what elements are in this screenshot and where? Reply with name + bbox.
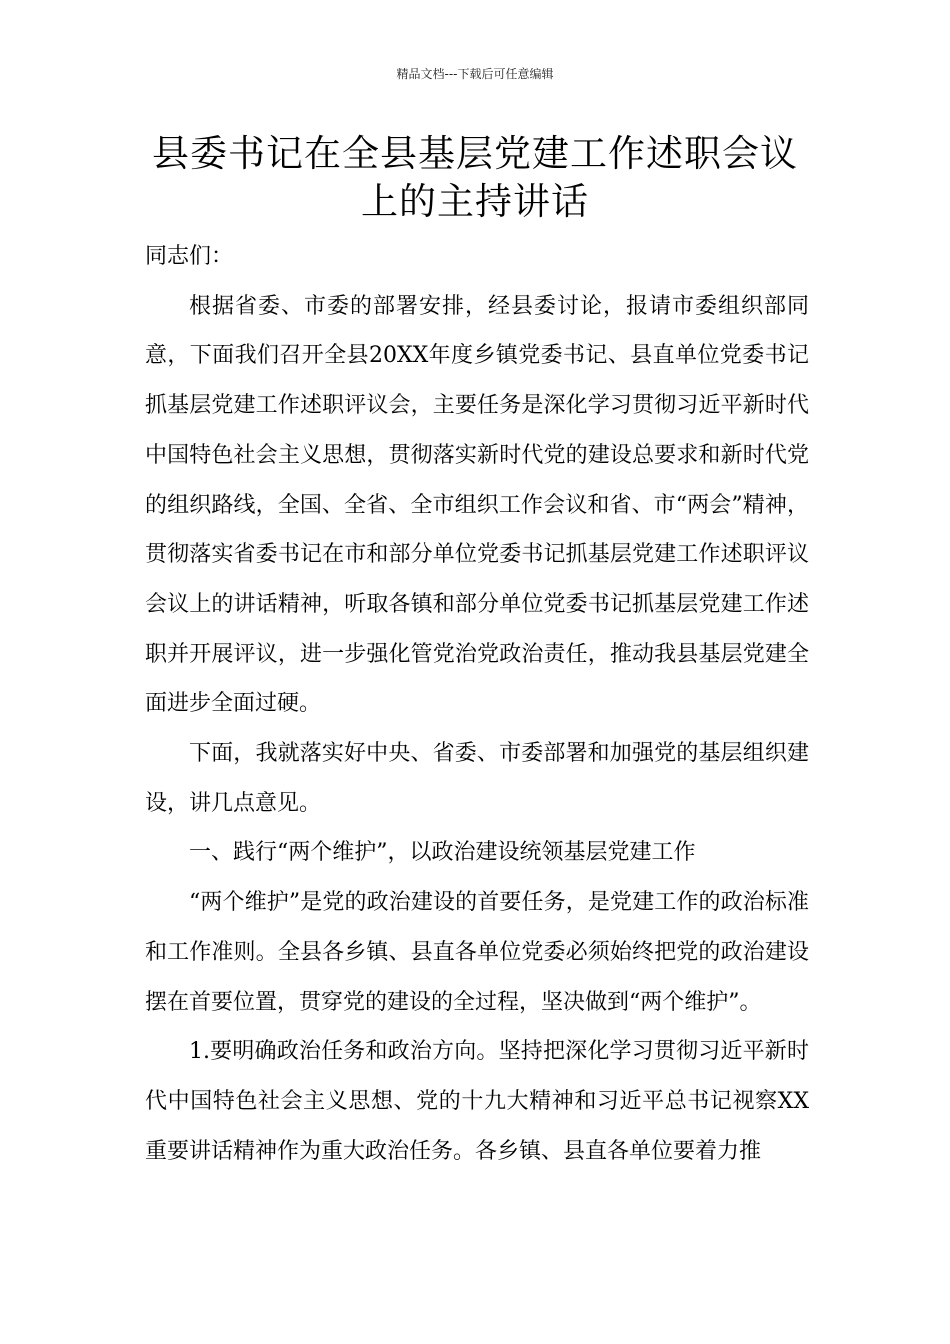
salutation: 同志们： [145,244,234,269]
paragraph: 1.要明确政治任务和政治方向。坚持把深化学习贯彻习近平新时代中国特色社会主义思想、党的十九大精神和习近平总书记视察XX重要讲话精神作为重大政治任务。各乡镇、县直各单位要着力推 [145,1039,809,1164]
header-note: 精品文档---下载后可任意编辑 [396,67,554,81]
document-body [145,232,809,1176]
paragraph: 下面，我就落实好中央、省委、市委部署和加强党的基层组织建设，讲几点意见。 [145,741,809,816]
section-heading: 一、践行“两个维护”，以政治建设统领基层党建工作 [189,840,696,866]
document-title: 县委书记在全县基层党建工作述职会议上的主持讲话 [152,132,798,223]
paragraph: 根据省委、市委的部署安排，经县委讨论，报请市委组织部同意，下面我们召开全县20XX年度乡镇党委书记、县直单位党委书记抓基层党建工作述职评议会，主要任务是深化学习贯彻习近平新时代中国特色社会主义思想，贯彻落实新时代党的建设总要求和新时代党的组织路线，全国、全省、全市组织工作会议和省、市“两会”精神，贯彻落实省委书记在市和部分单位党委书记抓基层党建工作述职评议会议上的讲话精神，听取各镇和部分单位党委书记抓基层党建工作述职并开展评议，进一步强化管党治党政治责任，推动我县基层党建全面进步全面过硬。 [145,293,809,717]
paragraph: “两个维护”是党的政治建设的首要任务，是党建工作的政治标准和工作准则。全县各乡镇、县直各单位党委必须始终把党的政治建设摆在首要位置，贯穿党的建设的全过程，坚决做到“两个维护”。 [145,890,809,1015]
